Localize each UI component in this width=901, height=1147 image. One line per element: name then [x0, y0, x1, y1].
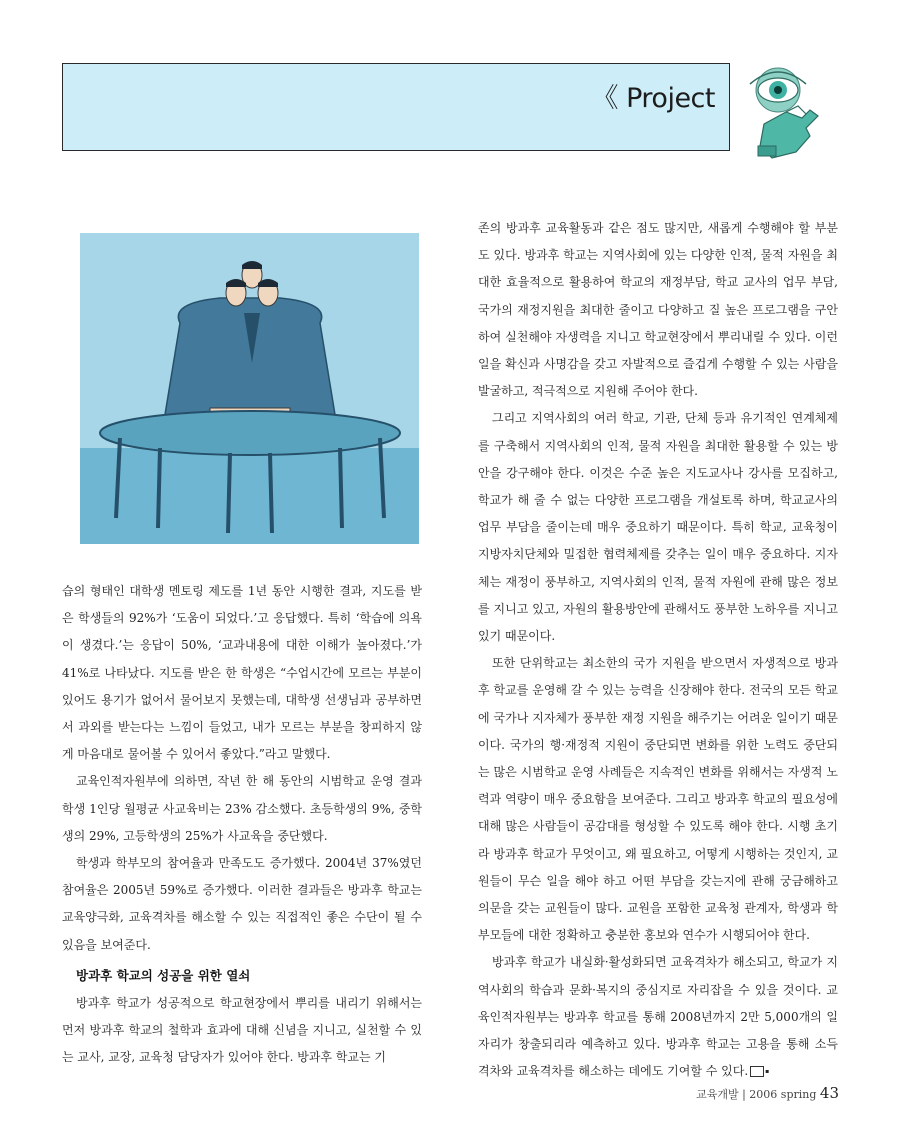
body-paragraph: 그리고 지역사회의 여러 학교, 기관, 단체 등과 유기적인 연계체제를 구축해서 지역사회의 인적, 물적 자원을 최대한 활용할 수 있는 방안을 강구해야 한다. 이것은 수준 높은 지도교사나 강사를 모집하고, 학교가 해 줄 수 없는 다양한 프로그램을 개설토록 하며, 학교교사의 업무 부담을 줄이는데 매우 중요하기 때문이다. 특히 학교, 교육청이 지방자치단체와 밀접한 협력체제를 갖추는 일이 매우 중요하다. 지자체는 재정이 풍부하고, 지역사회의 인적, 물적 자원에 관해 많은 정보를 지니고 있고, 자원의 활용방안에 관해서도 풍부한 노하우를 지니고 있기 때문이다.: [478, 411, 838, 644]
journal-name: 교육개발 | 2006 spring: [696, 1088, 817, 1101]
body-paragraph: 또한 단위학교는 최소한의 국가 지원을 받으면서 자생적으로 방과후 학교를 운영해 갈 수 있는 능력을 신장해야 한다. 전국의 모든 학교에 국가나 지자체가 풍부한 재정 지원을 해주기는 어려운 일이기 때문이다. 국가의 행·재정적 지원이 중단되면 변화를 위한 노력도 중단되는 많은 시범학교 운영 사례들은 지속적인 변화를 위해서는 자생적 노력과 역량이 매우 중요함을 보여준다. 그리고 방과후 학교의 필요성에 대해 많은 사람들이 공감대를 형성할 수 있도록 해야 한다. 시행 초기라 방과후 학교가 무엇이고, 왜 필요하고, 어떻게 시행하는 것인지, 교원들이 무슨 일을 해야 하고 어떤 부담을 갖는지에 관해 궁금해하고 의문을 갖는 교원들이 많다. 교원을 포함한 교육청 관계자, 학생과 학부모들에 대한 정확하고 충분한 홍보와 연수가 시행되어야 한다.: [478, 656, 838, 943]
right-column: [478, 215, 838, 1086]
body-paragraph: 학생과 학부모의 참여율과 만족도도 증가했다. 2004년 37%였던 참여율은 2005년 59%로 증가했다. 이러한 결과들은 방과후 학교는 교육양극화, 교육격차를 해소할 수 있는 직접적인 좋은 수단이 될 수 있음을 보여준다.: [62, 856, 422, 952]
eye-hand-icon: [740, 62, 832, 162]
body-paragraph-last: 방과후 학교가 내실화·활성화되면 교육격차가 해소되고, 학교가 지역사회의 학습과 문화·복지의 중심지로 자리잡을 수 있을 것이다. 교육인적자원부는 방과후 학교를 통해 2008년까지 2만 5,000개의 일자리가 창출되리라 예측하고 있다. 방과후 학교는 고용을 통해 소득 격차와 교육격차를 해소하는 데에도 기여할 수 있다. ▪: [478, 955, 838, 1079]
article-end-icon: ▪: [750, 1066, 764, 1077]
page-footer: [696, 1084, 839, 1102]
section-header-box: [62, 63, 730, 151]
page-number: 43: [819, 1084, 839, 1102]
body-paragraph: 존의 방과후 교육활동과 같은 점도 많지만, 새롭게 수행해야 할 부분도 있다. 방과후 학교는 지역사회에 있는 다양한 인적, 물적 자원을 최대한 효율적으로 활용하여 학교의 재정부담, 학교 교사의 업무 부담, 국가의 재정지원을 최대한 줄이고 다양하고 질 높은 프로그램을 구안하여 실천해야 자생력을 지니고 학교현장에서 뿌리내릴 수 있다. 이런 일을 확신과 사명감을 갖고 자발적으로 즐겁게 수행할 수 있는 사람을 발굴하고, 적극적으로 지원해 주어야 한다.: [478, 221, 838, 399]
left-column-bottom: [62, 990, 422, 1072]
body-paragraph: 방과후 학교가 성공적으로 학교현장에서 뿌리를 내리기 위해서는 먼저 방과후 학교의 철학과 효과에 대해 신념을 지니고, 실천할 수 있는 교사, 교장, 교육청 담당자가 있어야 한다. 방과후 학교는 기: [62, 996, 422, 1065]
left-column-top: [62, 578, 422, 959]
body-paragraph: 습의 형태인 대학생 멘토링 제도를 1년 동안 시행한 결과, 지도를 받은 학생들의 92%가 ‘도움이 되었다.’고 응답했다. 특히 ‘학습에 의욕이 생겼다.’는 응답이 50%, ‘교과내용에 대한 이해가 높아졌다.’가 41%로 나타났다. 지도를 받은 한 학생은 “수업시간에 모르는 부분이 있어도 용기가 없어서 물어보지 못했는데, 대학생 선생님과 공부하면서 과외를 받는다는 느낌이 들었고, 내가 모르는 부분을 창피하지 않게 마음대로 물어볼 수 있어서 좋았다.”라고 말했다.: [62, 584, 422, 762]
section-title: 《 Project: [591, 83, 715, 114]
body-paragraph: 교육인적자원부에 의하면, 작년 한 해 동안의 시범학교 운영 결과 학생 1인당 월평균 사교육비는 23% 감소했다. 초등학생의 9%, 중학생의 29%, 고등학생의 25%가 사교육을 중단했다.: [62, 774, 422, 843]
businessmen-at-table-illustration: [80, 233, 419, 544]
section-subheading: 방과후 학교의 성공을 위한 열쇠: [76, 968, 251, 983]
